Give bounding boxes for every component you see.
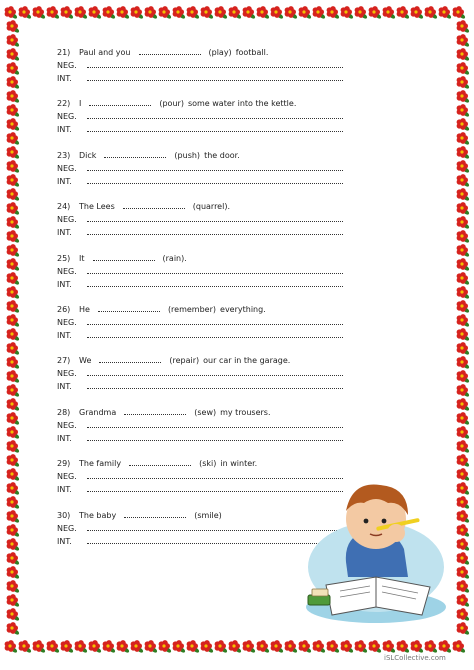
question-subject: The Lees — [79, 202, 115, 212]
flower-icon — [327, 6, 340, 19]
answer-blank[interactable] — [98, 304, 160, 312]
flower-icon — [145, 6, 158, 19]
int-label: INT. — [57, 433, 72, 443]
question-rest: the door. — [204, 150, 240, 160]
flower-icon — [7, 132, 20, 145]
neg-label: NEG. — [57, 523, 77, 533]
flower-icon — [7, 496, 20, 509]
int-answer-line — [57, 226, 387, 239]
flower-icon — [457, 216, 470, 229]
flower-icon — [229, 6, 242, 19]
int-answer-field[interactable] — [87, 433, 343, 441]
verb-hint: (sew) — [194, 407, 217, 417]
flower-icon — [7, 76, 20, 89]
flower-icon — [457, 76, 470, 89]
flower-icon — [457, 272, 470, 285]
int-answer-line — [57, 380, 387, 393]
flower-icon — [61, 6, 74, 19]
boy-studying-illustration — [296, 467, 456, 627]
question-subject: Dick — [79, 150, 97, 160]
flower-icon — [7, 608, 20, 621]
flower-icon — [285, 6, 298, 19]
answer-blank[interactable] — [139, 47, 201, 55]
question-rest: football. — [235, 48, 269, 57]
flower-icon — [457, 146, 470, 159]
int-label: INT. — [57, 279, 72, 289]
flower-icon — [457, 202, 470, 215]
neg-label: NEG. — [57, 163, 77, 173]
flower-icon — [457, 230, 470, 243]
int-label: INT. — [57, 382, 72, 392]
question-number: 28) — [57, 407, 71, 417]
flower-icon — [457, 552, 470, 565]
flower-icon — [19, 640, 32, 653]
question-subject: Grandma — [79, 407, 117, 417]
flower-icon — [457, 370, 470, 383]
flower-icon — [457, 62, 470, 75]
flower-icon — [7, 174, 20, 187]
flower-icon — [457, 328, 470, 341]
flower-icon — [457, 468, 470, 481]
flower-icon — [7, 538, 20, 551]
int-label: INT. — [57, 74, 72, 83]
flower-icon — [33, 640, 46, 653]
flower-icon — [457, 188, 470, 201]
question-number: 25) — [57, 253, 71, 263]
flower-icon — [397, 640, 410, 653]
flower-icon — [159, 6, 172, 19]
question-subject: The family — [79, 459, 122, 469]
flower-icon — [7, 62, 20, 75]
flower-icon — [33, 6, 46, 19]
answer-blank[interactable] — [99, 355, 161, 363]
neg-label: NEG. — [57, 420, 77, 430]
flower-icon — [457, 342, 470, 355]
exercise-item — [57, 97, 387, 136]
flower-icon — [457, 48, 470, 61]
question-subject: Paul and you — [79, 48, 131, 57]
flower-icon — [457, 286, 470, 299]
flower-icon — [7, 482, 20, 495]
flower-icon — [7, 468, 20, 481]
question-rest: our car in the garage. — [203, 356, 291, 366]
neg-answer-field[interactable] — [87, 317, 343, 325]
flower-icon — [457, 510, 470, 523]
flower-icon — [7, 272, 20, 285]
flower-icon — [187, 640, 200, 653]
exercise-item — [57, 46, 387, 85]
flower-icon — [47, 640, 60, 653]
flower-icon — [425, 6, 438, 19]
flower-icon — [7, 90, 20, 103]
flower-icon — [457, 20, 470, 33]
flower-icon — [313, 6, 326, 19]
flower-icon — [439, 640, 452, 653]
flower-icon — [457, 174, 470, 187]
int-answer-field[interactable] — [87, 73, 343, 81]
neg-answer-field[interactable] — [87, 60, 343, 68]
flower-icon — [89, 640, 102, 653]
flower-icon — [257, 640, 270, 653]
verb-hint: (repair) — [169, 356, 200, 366]
flower-icon — [457, 132, 470, 145]
flower-icon — [457, 90, 470, 103]
flower-icon — [7, 328, 20, 341]
flower-icon — [457, 160, 470, 173]
flower-icon — [7, 552, 20, 565]
exercise-item — [57, 252, 387, 291]
neg-answer-line — [57, 110, 387, 123]
exercise-item — [57, 354, 387, 393]
neg-answer-line — [57, 162, 387, 175]
flower-icon — [341, 640, 354, 653]
flower-icon — [383, 640, 396, 653]
flower-icon — [7, 342, 20, 355]
flower-icon — [457, 384, 470, 397]
flower-icon — [457, 412, 470, 425]
flower-icon — [7, 300, 20, 313]
flower-icon — [7, 384, 20, 397]
flower-icon — [7, 146, 20, 159]
int-label: INT. — [57, 331, 72, 340]
question-subject: We — [79, 356, 92, 366]
flower-icon — [7, 244, 20, 257]
verb-hint: (remember) — [167, 305, 217, 314]
flower-icon — [117, 6, 130, 19]
flower-icon — [7, 202, 20, 215]
flower-icon — [457, 622, 470, 635]
verb-hint: (smile) — [194, 510, 222, 520]
flower-icon — [187, 6, 200, 19]
flower-icon — [7, 510, 20, 523]
flower-icon — [457, 440, 470, 453]
flower-icon — [7, 286, 20, 299]
neg-answer-field[interactable] — [87, 111, 343, 119]
int-answer-line — [57, 123, 387, 136]
flower-icon — [7, 594, 20, 607]
int-answer-field[interactable] — [87, 330, 343, 338]
flower-icon — [341, 6, 354, 19]
flower-icon — [7, 314, 20, 327]
flower-icon — [457, 34, 470, 47]
question-line — [57, 200, 387, 213]
int-label: INT. — [57, 536, 72, 546]
int-label: INT. — [57, 176, 72, 186]
exercise-item — [57, 406, 387, 445]
question-number: 23) — [57, 150, 71, 160]
question-line — [57, 354, 387, 367]
flower-icon — [7, 398, 20, 411]
flower-icon — [457, 398, 470, 411]
flower-icon — [369, 640, 382, 653]
flower-icon — [215, 640, 228, 653]
int-answer-line — [57, 278, 387, 291]
flower-icon — [383, 6, 396, 19]
flower-icon — [397, 6, 410, 19]
flower-icon — [7, 34, 20, 47]
flower-icon — [439, 6, 452, 19]
int-answer-line — [57, 329, 387, 342]
flower-icon — [215, 6, 228, 19]
question-number: 24) — [57, 202, 71, 212]
answer-blank[interactable] — [123, 201, 185, 209]
flower-icon — [7, 440, 20, 453]
flower-icon — [7, 216, 20, 229]
flower-icon — [19, 6, 32, 19]
neg-label: NEG. — [57, 472, 77, 482]
flower-icon — [457, 608, 470, 621]
question-line — [57, 149, 387, 162]
flower-icon — [7, 118, 20, 131]
question-rest: my trousers. — [220, 407, 271, 417]
flower-icon — [327, 640, 340, 653]
flower-icon — [457, 118, 470, 131]
flower-icon — [5, 640, 18, 653]
flower-icon — [103, 6, 116, 19]
neg-label: NEG. — [57, 318, 77, 327]
flower-icon — [173, 640, 186, 653]
int-answer-field[interactable] — [87, 381, 343, 389]
flower-icon — [369, 6, 382, 19]
question-rest: everything. — [220, 305, 266, 314]
flower-icon — [7, 370, 20, 383]
question-number: 29) — [57, 459, 71, 469]
question-line — [57, 252, 387, 265]
flower-icon — [7, 524, 20, 537]
flower-icon — [457, 580, 470, 593]
flower-icon — [47, 6, 60, 19]
flower-icon — [313, 640, 326, 653]
flower-icon — [457, 426, 470, 439]
question-line — [57, 303, 387, 316]
neg-answer-field[interactable] — [87, 214, 343, 222]
int-answer-line — [57, 432, 387, 445]
flower-icon — [7, 188, 20, 201]
flower-icon — [425, 640, 438, 653]
flower-icon — [299, 6, 312, 19]
flower-icon — [457, 454, 470, 467]
flower-icon — [75, 6, 88, 19]
int-answer-field[interactable] — [87, 124, 343, 132]
flower-icon — [7, 20, 20, 33]
neg-answer-field[interactable] — [87, 266, 343, 274]
question-number: 30) — [57, 510, 71, 520]
verb-hint: (pour) — [159, 99, 184, 109]
int-answer-field[interactable] — [87, 279, 343, 287]
neg-answer-line — [57, 59, 387, 72]
flower-icon — [7, 230, 20, 243]
question-line — [57, 97, 387, 110]
neg-answer-line — [57, 419, 387, 432]
question-line — [57, 406, 387, 419]
flower-icon — [457, 566, 470, 579]
exercise-item — [57, 200, 387, 239]
flower-icon — [159, 640, 172, 653]
neg-label: NEG. — [57, 61, 77, 70]
flower-icon — [453, 640, 466, 653]
flower-icon — [457, 314, 470, 327]
neg-label: NEG. — [57, 215, 77, 225]
neg-answer-field[interactable] — [87, 163, 343, 171]
int-label: INT. — [57, 125, 72, 135]
flower-icon — [5, 6, 18, 19]
flower-icon — [457, 356, 470, 369]
flower-icon — [457, 482, 470, 495]
question-subject: The baby — [79, 510, 117, 520]
int-answer-field[interactable] — [87, 227, 343, 235]
neg-answer-field[interactable] — [87, 368, 343, 376]
flower-icon — [457, 300, 470, 313]
answer-blank[interactable] — [93, 253, 155, 261]
answer-blank[interactable] — [89, 98, 151, 106]
question-number: 21) — [57, 48, 71, 57]
question-subject: I — [79, 99, 82, 109]
question-rest: some water into the kettle. — [187, 99, 297, 109]
neg-answer-line — [57, 316, 387, 329]
flower-icon — [145, 640, 158, 653]
flower-icon — [355, 640, 368, 653]
answer-blank[interactable] — [124, 510, 186, 518]
flower-icon — [257, 6, 270, 19]
flower-icon — [7, 412, 20, 425]
answer-blank[interactable] — [129, 458, 191, 466]
flower-icon — [131, 640, 144, 653]
flower-icon — [201, 6, 214, 19]
int-label: INT. — [57, 228, 72, 238]
answer-blank[interactable] — [124, 407, 186, 415]
flower-icon — [299, 640, 312, 653]
question-subject: He — [79, 305, 90, 314]
flower-icon — [7, 566, 20, 579]
neg-label: NEG. — [57, 369, 77, 379]
flower-icon — [411, 640, 424, 653]
flower-icon — [7, 160, 20, 173]
answer-blank[interactable] — [104, 150, 166, 158]
flower-icon — [7, 258, 20, 271]
flower-icon — [7, 454, 20, 467]
verb-hint: (quarrel). — [192, 202, 230, 212]
flower-icon — [457, 244, 470, 257]
question-number: 22) — [57, 99, 71, 109]
flower-icon — [131, 6, 144, 19]
neg-label: NEG. — [57, 112, 77, 122]
int-label: INT. — [57, 485, 72, 495]
flower-icon — [7, 104, 20, 117]
flower-icon — [355, 6, 368, 19]
neg-answer-line — [57, 213, 387, 226]
flower-icon — [7, 580, 20, 593]
flower-icon — [7, 356, 20, 369]
neg-answer-line — [57, 265, 387, 278]
neg-answer-field[interactable] — [87, 420, 343, 428]
verb-hint: (play) — [208, 48, 232, 57]
flower-icon — [7, 426, 20, 439]
neg-label: NEG. — [57, 266, 77, 276]
question-number: 26) — [57, 305, 71, 314]
question-line — [57, 46, 387, 59]
exercise-item — [57, 303, 387, 342]
question-subject: It — [79, 253, 85, 263]
question-rest: in winter. — [220, 459, 258, 469]
flower-icon — [457, 104, 470, 117]
flower-icon — [457, 258, 470, 271]
flower-icon — [411, 6, 424, 19]
flower-icon — [103, 640, 116, 653]
flower-icon — [271, 6, 284, 19]
int-answer-line — [57, 175, 387, 188]
flower-icon — [453, 6, 466, 19]
neg-answer-line — [57, 367, 387, 380]
flower-icon — [243, 6, 256, 19]
flower-icon — [229, 640, 242, 653]
exercise-item — [57, 149, 387, 188]
question-number: 27) — [57, 356, 71, 366]
flower-icon — [61, 640, 74, 653]
flower-icon — [285, 640, 298, 653]
int-answer-field[interactable] — [87, 176, 343, 184]
flower-icon — [457, 524, 470, 537]
flower-icon — [271, 640, 284, 653]
verb-hint: (ski) — [199, 459, 217, 469]
flower-icon — [7, 48, 20, 61]
flower-icon — [457, 538, 470, 551]
flower-icon — [89, 6, 102, 19]
verb-hint: (push) — [174, 150, 201, 160]
verb-hint: (rain). — [162, 253, 187, 263]
flower-icon — [7, 622, 20, 635]
int-answer-line — [57, 72, 387, 85]
site-watermark: iSLCollective.com — [384, 654, 446, 662]
flower-icon — [457, 594, 470, 607]
flower-icon — [117, 640, 130, 653]
flower-icon — [243, 640, 256, 653]
flower-icon — [75, 640, 88, 653]
flower-icon — [173, 6, 186, 19]
flower-icon — [457, 496, 470, 509]
flower-icon — [201, 640, 214, 653]
